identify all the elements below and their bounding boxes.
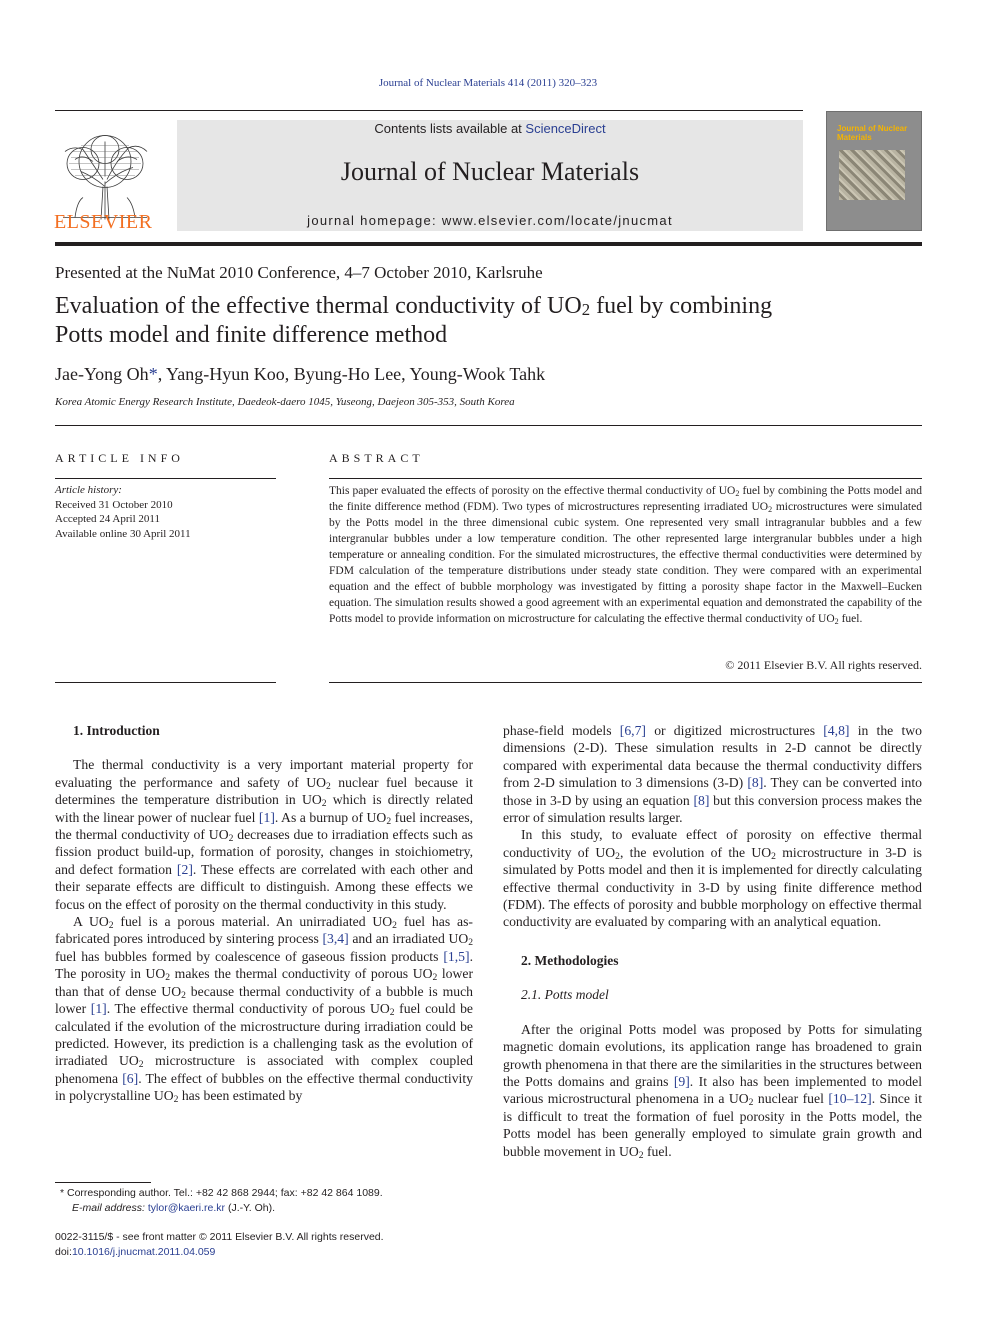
text: fuel is a porous material. An unirradiated UO — [113, 914, 393, 930]
author-list — [55, 364, 545, 385]
subscript: 2 — [735, 489, 740, 498]
publisher-wordmark[interactable]: ELSEVIER — [54, 211, 153, 233]
sciencedirect-link[interactable]: ScienceDirect — [525, 121, 606, 136]
paragraph — [503, 826, 922, 930]
abstract-rule — [329, 478, 922, 479]
journal-cover-thumbnail[interactable] — [826, 111, 922, 231]
history-accepted: Accepted 24 April 2011 — [55, 513, 160, 525]
paragraph — [55, 913, 473, 1104]
subscript: 2 — [432, 972, 438, 984]
paragraph — [503, 722, 922, 826]
text: or digitized microstructures — [646, 723, 824, 738]
citation-link[interactable]: [1,5] — [443, 948, 470, 964]
text: . It also has been implemented to model various microstructural phenomena in a UO — [503, 1073, 922, 1107]
history-online: Available online 30 April 2011 — [55, 527, 191, 540]
body-column-left — [55, 722, 473, 1105]
citation-link[interactable]: [2] — [176, 861, 193, 877]
conference-note: Presented at the NuMat 2010 Conference, 4–7 October 2010, Karlsruhe — [55, 263, 543, 282]
text: because thermal conductivity of a bubble is much lower — [55, 983, 473, 1017]
citation-link[interactable]: [8] — [693, 792, 710, 808]
subsection-heading-potts-model: 2.1. Potts model — [521, 987, 609, 1003]
subscript: 2 — [615, 850, 620, 862]
footnote — [60, 1186, 480, 1216]
text: . The effect of bubbles on the effective thermal conductivity in polycrystalline UO — [55, 1070, 474, 1104]
text: microstructure in 3-D is simulated by Potts model and then it is implemented for directly calculating effective thermal conductivity in 3-D by using finite difference method (FDM). The effects of porosity and bubble morphology on effective thermal conductivity are evaluated by comparing with an analytical equation. — [503, 844, 922, 930]
text: . They can be converted into those in 3-D by using an equation — [503, 775, 923, 808]
text: fuel could be calculated if the evolution of the microstructure during irradiation could be predicted. However, its prediction is a challenging task as the evolution of irradiated UO — [55, 1001, 474, 1069]
abstract-part: fuel by combining the Potts model and the finite difference method (FDM). Two types of microstructures representing irradiated UO — [329, 485, 922, 513]
text: has been estimated by — [178, 1088, 303, 1104]
subscript: 2 — [326, 780, 331, 792]
subscript: 2 — [386, 815, 392, 827]
footnote-rule — [55, 1182, 151, 1183]
subscript: 2 — [228, 833, 234, 845]
subscript: 2 — [108, 920, 114, 932]
text: fuel has bubbles formed by coalescence of gaseous fission products — [55, 948, 444, 964]
text: microstructure is associated with complex coupled phenomena — [55, 1053, 473, 1086]
subscript: 2 — [834, 617, 839, 626]
article-info-rule — [55, 682, 276, 683]
subscript: 2 — [768, 505, 773, 514]
journal-reference[interactable] — [0, 77, 976, 89]
citation-link[interactable]: [9] — [673, 1073, 690, 1089]
contents-line — [177, 121, 803, 136]
text: fuel has as-fabricated pores introduced by sintering process — [55, 914, 473, 947]
doi-label: doi: — [55, 1246, 72, 1258]
journal-reference-text[interactable]: Journal of Nuclear Materials 414 (2011) 320–323 — [378, 77, 598, 89]
abstract-rule — [329, 682, 922, 683]
text: The thermal conductivity is a very important material property for evaluating the performance and safety of UO — [55, 757, 473, 790]
citation-link[interactable]: [1] — [258, 809, 275, 825]
article-history — [55, 483, 276, 541]
body-column-right — [503, 722, 922, 1160]
citation-link[interactable]: [6,7] — [619, 723, 646, 738]
text: . Since it is difficult to treat the formation of fuel porosity in the Potts model, the Potts model has been generally employed to simulate grain growth and bubble movement in UO — [503, 1091, 922, 1159]
citation-link[interactable]: [4,8] — [823, 723, 850, 738]
paragraph — [55, 756, 473, 913]
subscript: 2 — [138, 1059, 144, 1071]
cover-title: Journal of Nuclear Materials — [837, 124, 908, 142]
subscript: 2 — [321, 798, 327, 810]
title-line-2: Potts model and finite difference method — [55, 322, 448, 348]
citation-link[interactable]: [8] — [747, 775, 764, 791]
text: In this study, to evaluate effect of porosity on effective thermal conductivity of UO — [503, 827, 922, 860]
subscript: 2 — [181, 989, 186, 1001]
affiliation: Korea Atomic Energy Research Institute, Daedeok-daero 1045, Yuseong, Daejeon 305-353, South Korea — [55, 396, 515, 408]
text: . The porosity in UO — [55, 948, 473, 982]
paragraph — [503, 1021, 922, 1160]
abstract-part: This paper evaluated the effects of porosity on the effective thermal conductivity of UO — [329, 485, 736, 497]
subscript: 2 — [748, 1097, 754, 1109]
text: and an irradiated UO — [348, 931, 469, 947]
text: phase-field models — [503, 723, 620, 738]
footnote-text: Corresponding author. Tel.: +82 42 868 2944; fax: +82 42 864 1089. — [64, 1187, 383, 1199]
citation-link[interactable]: [10–12] — [828, 1091, 872, 1107]
text: but this conversion process makes the error of simulation results larger. — [503, 792, 922, 826]
history-received: Received 31 October 2010 — [55, 498, 173, 511]
text: nuclear fuel — [753, 1091, 829, 1107]
text: lower than that of dense UO — [55, 966, 474, 999]
title-part: Evaluation of the effective thermal conductivity of UO — [55, 293, 582, 319]
author-names: , Yang-Hyun Koo, Byung-Ho Lee, Young-Wook Tahk — [157, 364, 546, 384]
text: . These effects are correlated with each other and their separate effects are difficult to distinguish. Among these effects we focus on the effect of porosity on the thermal conductivity in this study. — [55, 861, 473, 912]
author-name: Jae-Yong Oh — [55, 364, 149, 384]
cover-image — [839, 150, 905, 200]
journal-title[interactable]: Journal of Nuclear Materials — [340, 157, 640, 186]
header-thick-rule — [55, 242, 922, 246]
subscript: 2 — [165, 972, 171, 984]
abstract-part: microstructures were simulated by the Potts model in the three dimensional cubic system. One represented very small intragranular bubbles and a few intergranular bubbles under a low temperature condition. The other represented large intergranular bubbles under a high temperature or annealing condition. For the simulated microstructures, the effective thermal conductivities were determined by FDM calculation of the temperature distributions under steady state condition. They were compared with an experimental equation and the effect of bubble morphology was investigated by fitting a porosity shape factor in the Maxwell–Eucken equation. The simulation results showed a good agreement with an experimental equation and demonstrated the capability of the Potts model to provide information on microstructure for calculating the effective thermal conductivity of UO — [329, 501, 922, 625]
citation-link[interactable]: [1] — [90, 1001, 107, 1017]
front-matter — [55, 1230, 475, 1260]
title-part: fuel by combining — [590, 293, 773, 319]
text: After the original Potts model was proposed by Potts for simulating magnetic domain evolutions, its application range has broadened to grain growth phenomena in that there are the similarities in the structures between the Potts domains and grains — [503, 1021, 922, 1089]
subscript: 2 — [392, 920, 397, 932]
email-note — [60, 1201, 480, 1216]
corresponding-author-mark[interactable]: * — [148, 364, 158, 384]
email-label: E-mail address: — [72, 1202, 145, 1214]
text: . As a burnup of UO — [274, 809, 387, 825]
article-info-rule — [55, 478, 276, 479]
text: which is directly related with the linear power of nuclear fuel — [55, 792, 473, 825]
abstract-text — [329, 483, 922, 627]
history-heading: Article history: — [55, 484, 122, 496]
citation-link[interactable]: [6] — [122, 1070, 139, 1086]
abstract-label: ABSTRACT — [329, 451, 424, 465]
abstract-part: fuel. — [838, 613, 863, 625]
text: nuclear fuel because it determines the temperature distribution in UO — [55, 774, 473, 808]
subscript: 2 — [468, 937, 474, 949]
subscript: 2 — [771, 850, 776, 862]
section-heading-methodologies: 2. Methodologies — [521, 952, 619, 968]
journal-homepage[interactable]: journal homepage: www.elsevier.com/locate/jnucmat — [307, 213, 673, 228]
text: . The effective thermal conductivity of porous UO — [106, 1001, 390, 1017]
text: in the two dimensions (2-D). These simulation results in 2-D cannot be directly compared with experimental data because the thermal conductivity differs from 2-D simulation to 3 dimensions (3-D) — [503, 723, 922, 791]
citation-link[interactable]: [3,4] — [322, 931, 349, 947]
subscript: 2 — [389, 1007, 395, 1019]
email-link[interactable]: tylor@kaeri.re.kr — [147, 1202, 226, 1214]
text: A UO — [73, 914, 109, 930]
abstract-copyright: © 2011 Elsevier B.V. All rights reserved. — [725, 658, 922, 672]
doi-line — [55, 1245, 475, 1260]
text: makes the thermal conductivity of porous UO — [170, 966, 433, 982]
footnote-mark: * — [60, 1187, 65, 1199]
section-heading-introduction: 1. Introduction — [73, 723, 160, 738]
issn-line: 0022-3115/$ - see front matter © 2011 Elsevier B.V. All rights reserved. — [55, 1231, 384, 1243]
subscript: 2 — [638, 1149, 644, 1161]
section-rule — [55, 425, 922, 426]
text: fuel increases, the thermal conductivity of UO — [55, 809, 473, 843]
text: , the evolution of the UO — [619, 844, 772, 860]
subscript: 2 — [173, 1094, 179, 1106]
contents-prefix: Contents lists available at — [374, 121, 526, 136]
doi-link[interactable]: 10.1016/j.jnucmat.2011.04.059 — [71, 1246, 216, 1258]
title-subscript: 2 — [581, 300, 591, 319]
text: fuel. — [643, 1143, 672, 1159]
paper-title — [55, 292, 855, 350]
text: decreases due to irradiation effects such as fission product build-up, formation of porosity, changes in stoichiometry, and defect formation — [55, 827, 473, 877]
header-rule — [55, 110, 803, 111]
corresponding-author-note — [60, 1186, 480, 1201]
article-info-label: ARTICLE INFO — [55, 451, 184, 465]
email-suffix: (J.-Y. Oh). — [225, 1202, 276, 1214]
